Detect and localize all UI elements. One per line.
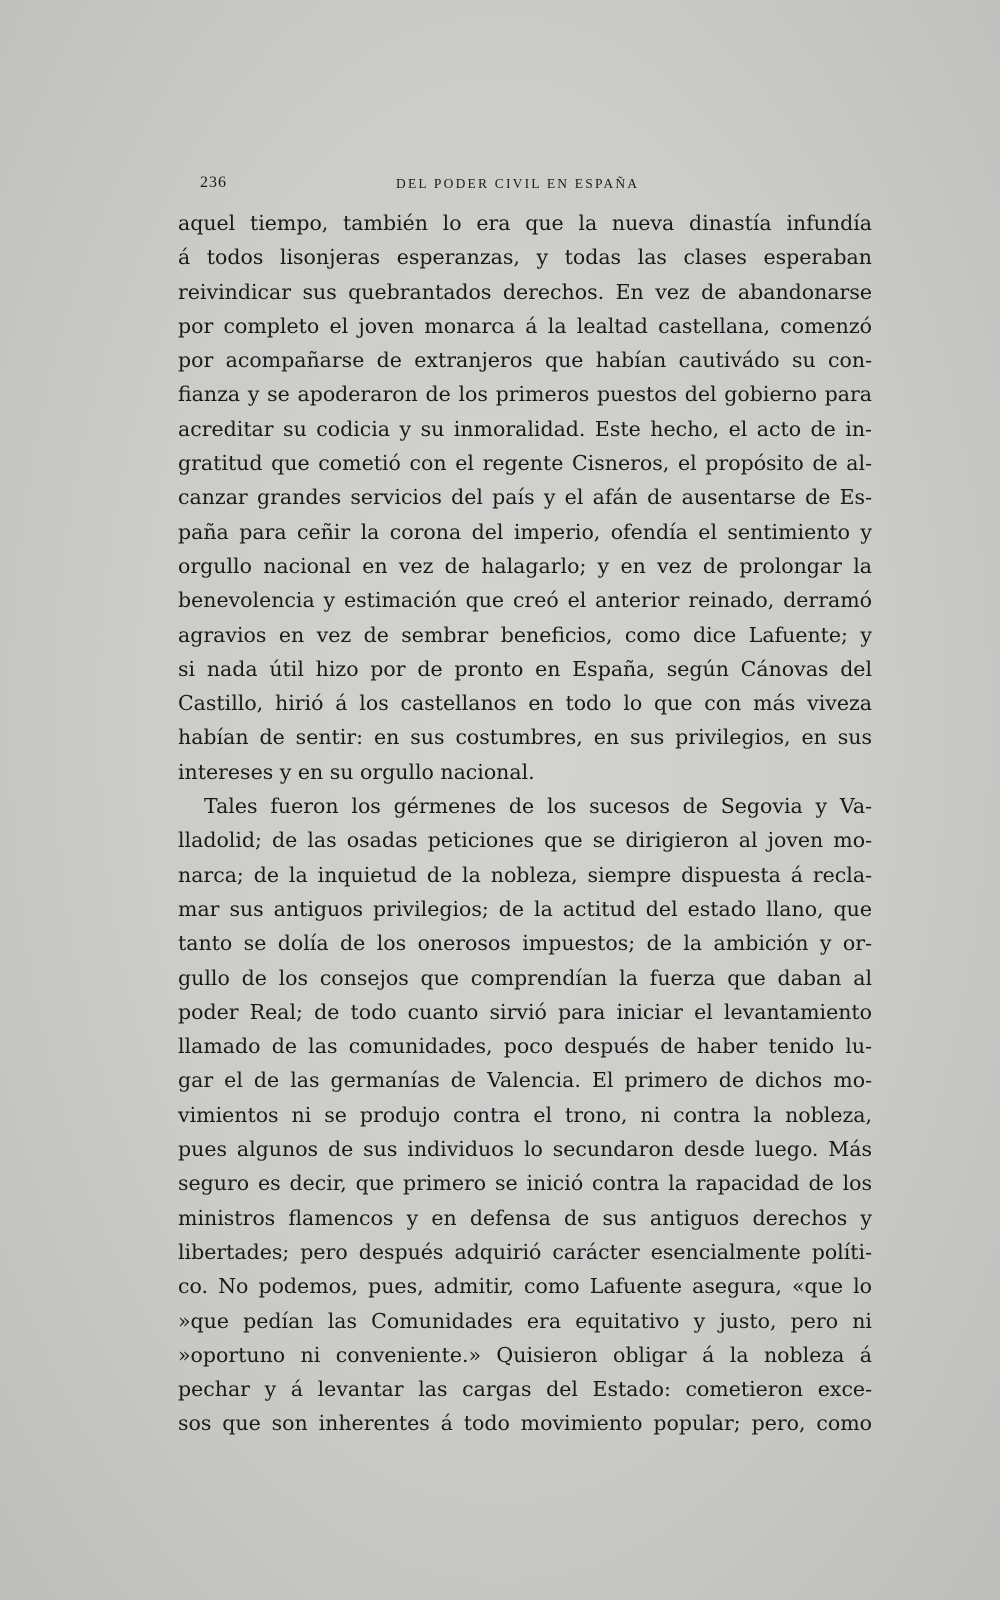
text-line: por acompañarse de extranjeros que habían cautivádo su con-	[178, 348, 872, 373]
text-line: »que pedían las Comunidades era equitativo y justo, pero ni	[178, 1308, 872, 1333]
text-line: Tales fueron los gérmenes de los sucesos de Segovia y Va-	[204, 794, 872, 819]
text-line: gar el de las germanías de Valencia. El primero de dichos mo-	[178, 1068, 872, 1093]
text-line: sos que son inherentes á todo movimiento popular; pero, como	[178, 1411, 872, 1436]
text-line: orgullo nacional en vez de halagarlo; y en vez de prolongar la	[178, 553, 872, 578]
text-line: gullo de los consejos que comprendían la fuerza que daban al	[178, 965, 872, 990]
text-line: pechar y á levantar las cargas del Estado: cometieron exce-	[178, 1377, 872, 1402]
text-line: Castillo, hirió á los castellanos en todo lo que con más viveza	[178, 691, 872, 716]
paragraph	[178, 206, 872, 789]
text-line: habían de sentir: en sus costumbres, en sus privilegios, en sus	[178, 725, 872, 750]
text-line: benevolencia y estimación que creó el anterior reinado, derramó	[178, 588, 872, 613]
text-line: aquel tiempo, también lo era que la nueva dinastía infundía	[178, 211, 872, 235]
text-line: si nada útil hizo por de pronto en España, según Cánovas del	[178, 656, 872, 681]
text-line: narca; de la inquietud de la nobleza, siempre dispuesta á recla-	[178, 862, 872, 887]
page-number: 236	[200, 174, 227, 191]
text-line: co. No podemos, pues, admitir, como Lafuente asegura, «que lo	[178, 1274, 872, 1299]
text-line: vimientos ni se produjo contra el trono, ni contra la nobleza,	[178, 1102, 872, 1127]
text-line: »oportuno ni conveniente.» Quisieron obligar á la nobleza á	[178, 1342, 872, 1367]
text-line: fianza y se apoderaron de los primeros puestos del gobierno para	[178, 382, 872, 407]
text-line: pues algunos de sus individuos lo secundaron desde luego. Más	[178, 1137, 872, 1162]
text-line: gratitud que cometió con el regente Cisneros, el propósito de al-	[178, 451, 872, 476]
text-line: mar sus antiguos privilegios; de la actitud del estado llano, que	[178, 896, 872, 921]
text-line: tanto se dolía de los onerosos impuestos; de la ambición y or-	[178, 931, 872, 956]
paragraph	[178, 789, 872, 1441]
running-head: DEL PODER CIVIL EN ESPAÑA	[396, 176, 640, 191]
text-line: llamado de las comunidades, poco después de haber tenido lu-	[178, 1034, 872, 1059]
text-line: intereses y en su orgullo nacional.	[178, 759, 535, 784]
text-line: agravios en vez de sembrar beneficios, como dice Lafuente; y	[178, 622, 872, 647]
body-text	[178, 206, 872, 1441]
text-line: seguro es decir, que primero se inició contra la rapacidad de los	[178, 1171, 872, 1196]
text-line: ministros flamencos y en defensa de sus antiguos derechos y	[178, 1205, 872, 1230]
text-line: paña para ceñir la corona del imperio, ofendía el sentimiento y	[178, 519, 872, 544]
text-line: á todos lisonjeras esperanzas, y todas las clases esperaban	[178, 245, 872, 270]
text-line: poder Real; de todo cuanto sirvió para iniciar el levantamiento	[178, 999, 872, 1024]
page-header	[200, 174, 876, 198]
text-line: libertades; pero después adquirió carácter esencialmente políti-	[178, 1239, 872, 1264]
text-line: canzar grandes servicios del país y el afán de ausentarse de Es-	[178, 485, 872, 510]
text-line: lladolid; de las osadas peticiones que se dirigieron al joven mo-	[178, 828, 872, 853]
text-line: por completo el joven monarca á la lealtad castellana, comenzó	[178, 313, 872, 338]
text-line: reivindicar sus quebrantados derechos. En vez de abandonarse	[178, 279, 872, 304]
text-line: acreditar su codicia y su inmoralidad. Este hecho, el acto de in-	[178, 416, 872, 441]
